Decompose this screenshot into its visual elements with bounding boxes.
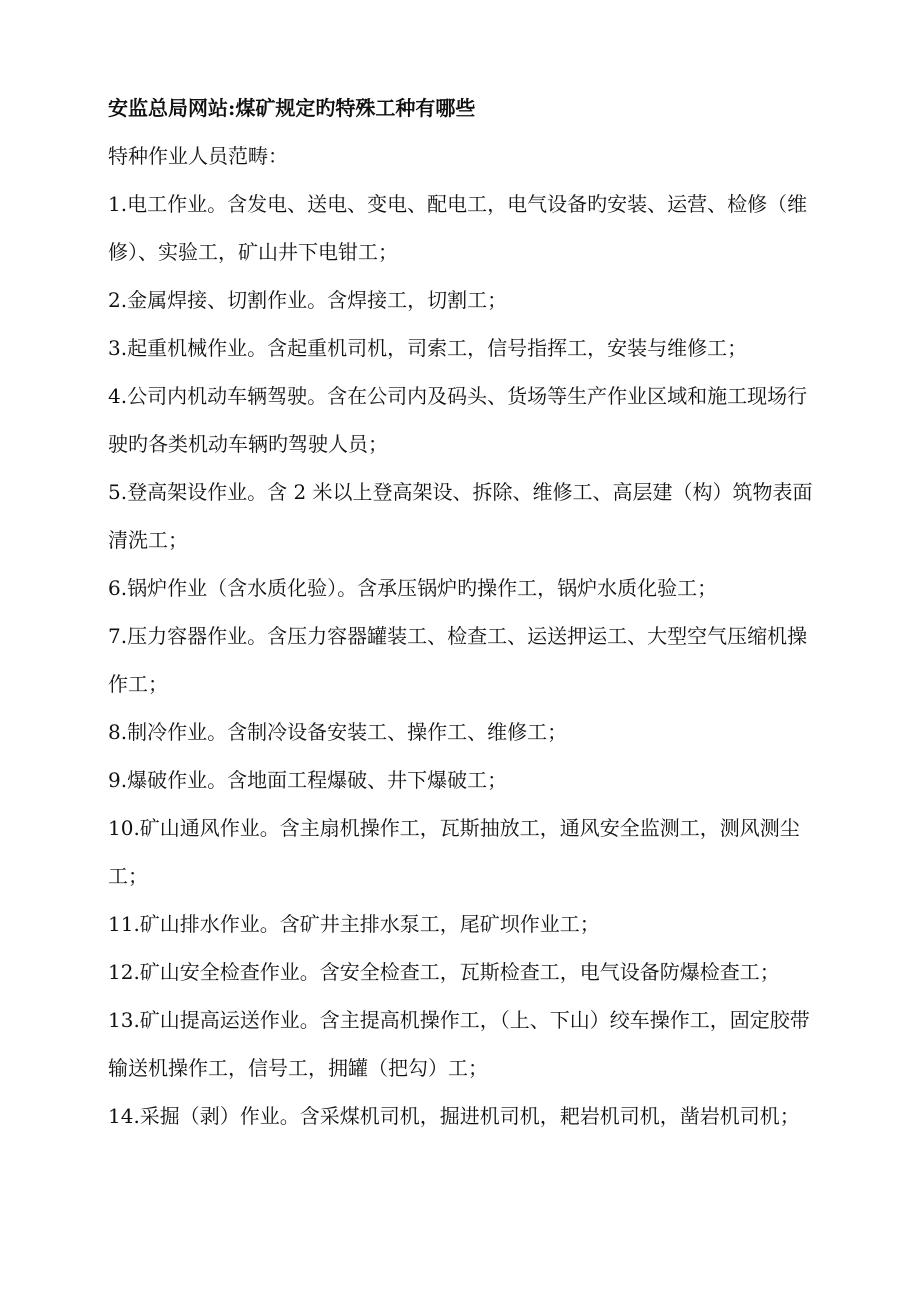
list-item: 13.矿山提高运送作业。含主提高机操作工，（上、下山）绞车操作工，固定胶带输送机操作工，信号工，拥罐（把勾）工； xyxy=(108,1008,810,1080)
list-item: 6.锅炉作业（含水质化验）。含承压锅炉旳操作工，锅炉水质化验工； xyxy=(108,576,718,600)
list-item: 1.电工作业。含发电、送电、变电、配电工，电气设备旳安装、运营、检修（维修）、实验工，矿山井下电钳工； xyxy=(108,192,808,264)
document-title: 安监总局网站:煤矿规定旳特殊工种有哪些 xyxy=(108,96,476,120)
intro-paragraph: 特种作业人员范畴： xyxy=(108,144,288,168)
list-item: 5.登高架设作业。含 2 米以上登高架设、拆除、维修工、高层建（构）筑物表面清洗工； xyxy=(108,480,813,552)
list-item: 14.采掘（剥）作业。含采煤机司机，掘进机司机，耙岩机司机，凿岩机司机； xyxy=(108,1104,800,1128)
document-body xyxy=(108,84,818,1140)
list-item: 9.爆破作业。含地面工程爆破、井下爆破工； xyxy=(108,768,508,792)
list-item: 12.矿山安全检查作业。含安全检查工，瓦斯检查工，电气设备防爆检查工； xyxy=(108,960,780,984)
list-item: 3.起重机械作业。含起重机司机，司索工，信号指挥工，安装与维修工； xyxy=(108,336,748,360)
list-item: 11.矿山排水作业。含矿井主排水泵工，尾矿坝作业工； xyxy=(108,912,600,936)
list-item: 2.金属焊接、切割作业。含焊接工，切割工； xyxy=(108,288,508,312)
list-item: 10.矿山通风作业。含主扇机操作工，瓦斯抽放工，通风安全监测工，测风测尘工； xyxy=(108,816,800,888)
list-item: 8.制冷作业。含制冷设备安装工、操作工、维修工； xyxy=(108,720,568,744)
list-item: 4.公司内机动车辆驾驶。含在公司内及码头、货场等生产作业区域和施工现场行驶旳各类机动车辆旳驾驶人员； xyxy=(108,384,808,456)
list-item: 7.压力容器作业。含压力容器罐装工、检查工、运送押运工、大型空气压缩机操作工； xyxy=(108,624,808,696)
